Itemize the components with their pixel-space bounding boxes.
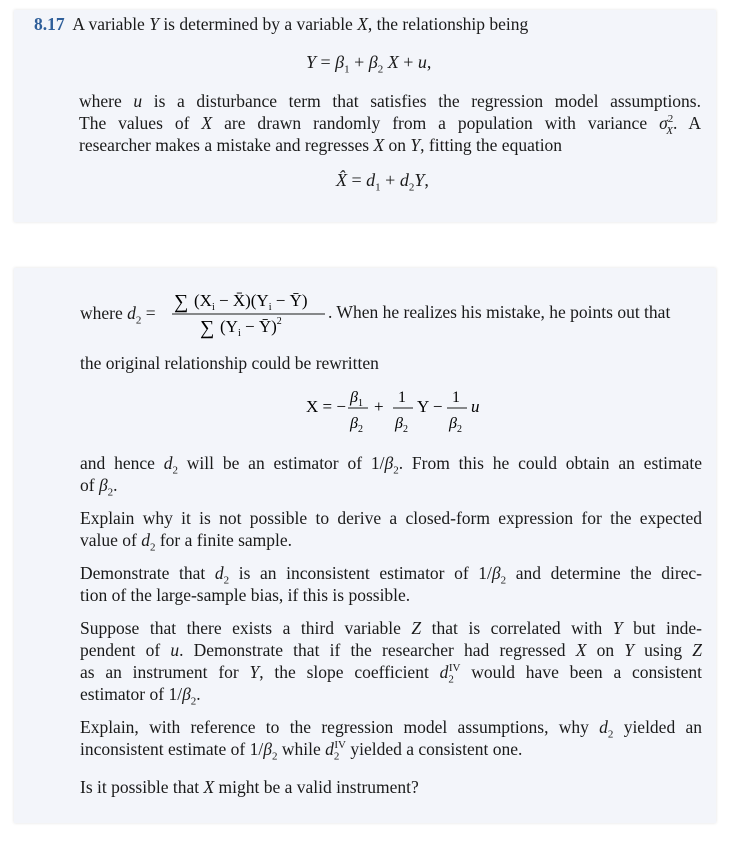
svg-text:1: 1 bbox=[398, 389, 406, 406]
problem-number: 8.17 bbox=[34, 14, 65, 34]
body-line-2: The values of X are drawn randomly from a population with variance $\sigma^2_X$. A bbox=[79, 113, 701, 137]
question-2-line-2: tion of the large-sample bias, if this is possible. bbox=[80, 585, 411, 605]
question-4-line-1: Explain, with reference to the regression model assumptions, why $d_2$ yielded an bbox=[80, 717, 702, 741]
question-3-line-1: Suppose that there exists a third variable Z that is correlated with Y but inde- bbox=[80, 618, 702, 638]
svg-text:1: 1 bbox=[452, 389, 460, 406]
question-3-line-4: estimator of $1/\beta_2$. bbox=[80, 684, 201, 708]
where-d2-label: where $d_2$ = bbox=[80, 303, 156, 327]
rewritten-line: the original relationship could be rewritten bbox=[80, 353, 379, 373]
svg-text:+: + bbox=[374, 397, 384, 416]
svg-text:β2: $\beta_2$ bbox=[449, 415, 462, 435]
question-1-line-1: Explain why it is not possible to derive a closed-form expression for the expected bbox=[80, 508, 702, 528]
svg-text:β2: $\beta_2$ bbox=[395, 415, 408, 435]
svg-text:β1: $\beta_1$ bbox=[350, 389, 363, 409]
fraction-denominator: ($Y_i$ − Ȳ)$^2$ bbox=[220, 316, 282, 339]
problem-intro: A variable Y is determined by a variable X, the relationship being bbox=[72, 14, 529, 34]
question-3-line-2: pendent of u. Demonstrate that if the researcher had regressed X on Y using Z bbox=[80, 640, 702, 660]
body-line-1: where u is a disturbance term that satisfies the regression model assumptions. bbox=[79, 91, 701, 111]
question-4-line-2: inconsistent estimate of $1/\beta_2$ while $d_2^{IV}$ yielded a consistent one. bbox=[80, 739, 523, 763]
question-3-line-3: as an instrument for Y, the slope coefficient $d_2^{IV}$ would have been a consistent bbox=[80, 662, 702, 686]
realize-text: . When he realizes his mistake, he points out that bbox=[328, 302, 671, 322]
eq3-lhs: X = − bbox=[306, 397, 346, 416]
estimator-line-2: of $\beta_2$. bbox=[80, 475, 118, 499]
svg-text:β2: $\beta_2$ bbox=[350, 415, 363, 435]
equation-population: $Y = \beta_1 + \beta_2$ X + u, bbox=[306, 52, 432, 76]
problem-intro-line bbox=[34, 13, 528, 35]
d2-fraction bbox=[170, 284, 330, 342]
question-1-line-2: value of $d_2$ for a finite sample. bbox=[80, 530, 293, 554]
body-line-3: researcher makes a mistake and regresses X on Y, fitting the equation bbox=[79, 135, 563, 155]
question-2-line-1: Demonstrate that $d_2$ is an inconsistent estimator of $1/\beta_2$ and determine the direc- bbox=[80, 563, 703, 587]
fraction-numerator: ($X_i$ − $X̄)(Y_i$ − Ȳ) bbox=[194, 291, 308, 313]
estimator-line-1: and hence $d_2$ will be an estimator of $1/\beta_2$. From this he could obtain an estimate bbox=[80, 453, 702, 477]
svg-text:Y −: Y − bbox=[417, 397, 443, 416]
fraction-numerator-sum: ∑ bbox=[174, 291, 189, 313]
equation-rewritten bbox=[300, 382, 500, 438]
equation-fitted: X̂ = $d_1 + d_2Y$, bbox=[336, 170, 429, 194]
question-5-line-1: Is it possible that X might be a valid instrument? bbox=[80, 777, 419, 797]
fraction-denominator-sum: ∑ bbox=[200, 317, 215, 339]
svg-text:u: u bbox=[471, 397, 480, 416]
